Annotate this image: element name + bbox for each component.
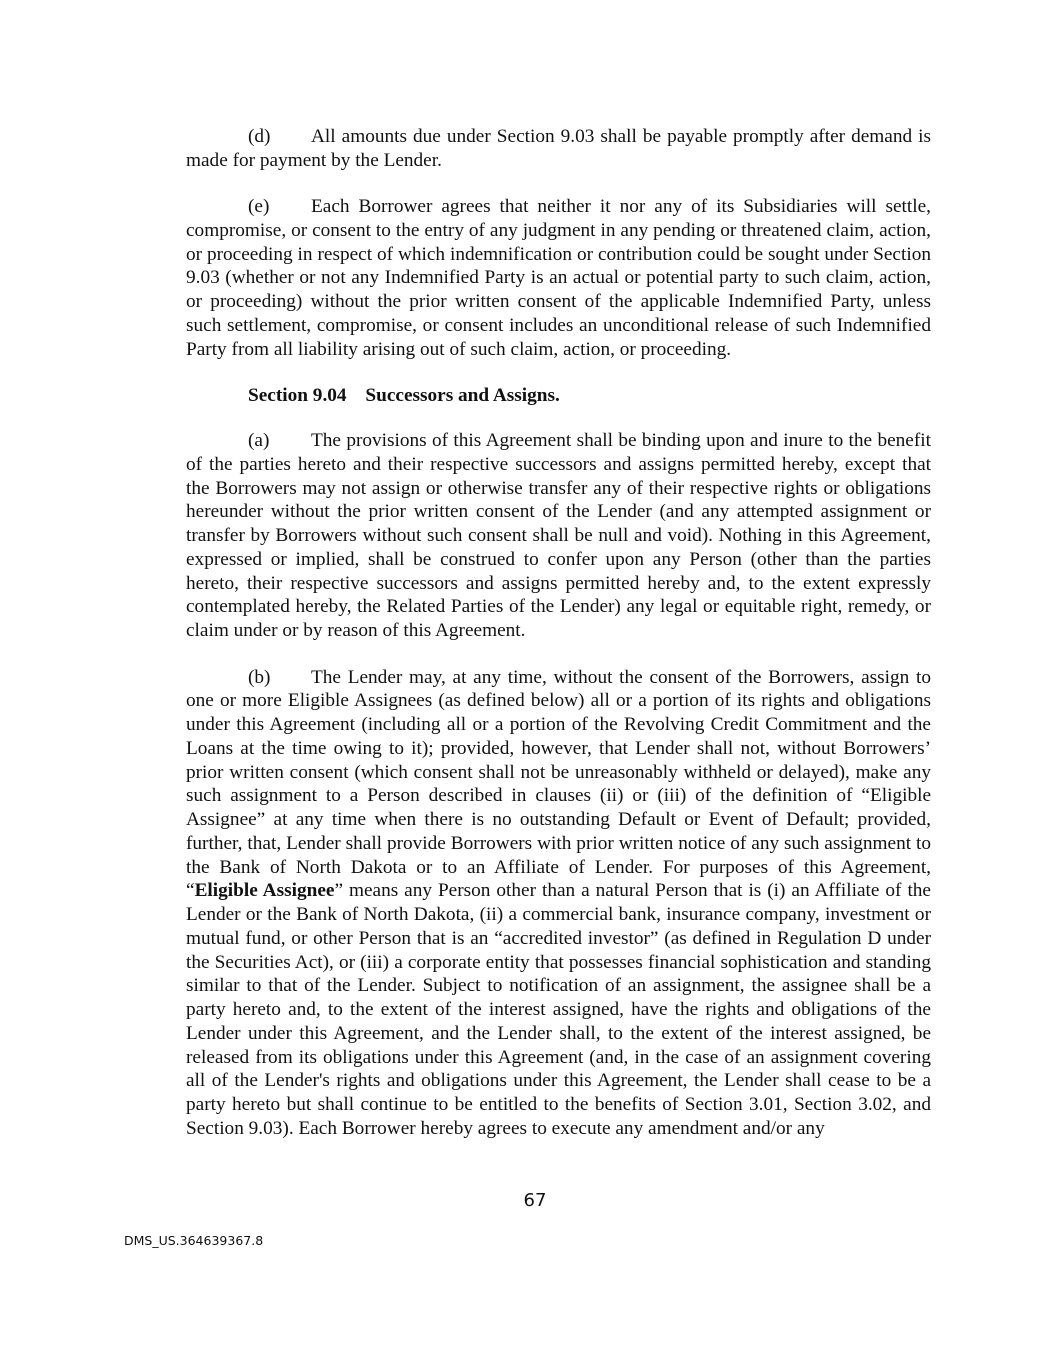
paragraph-label: (d) xyxy=(248,126,271,147)
paragraph-d xyxy=(186,125,931,173)
paragraph-text: All amounts due under Section 9.03 shall be payable promptly after demand is made for payment by the Lender. xyxy=(186,126,931,171)
paragraph-e xyxy=(186,195,931,361)
paragraph-text: The provisions of this Agreement shall be binding upon and inure to the benefit of the parties hereto and their respective successors and assigns permitted hereby, except that the Borrowers may not assign or otherwise transfer any of their respective rights or obligations hereunder without the prior written consent of the Lender (and any attempted assignment or transfer by Borrowers without such consent shall be null and void). Nothing in this Agreement, expressed or implied, shall be construed to confer upon any Person (other than the parties hereto, their respective successors and assigns permitted hereby and, to the extent expressly contemplated hereby, the Related Parties of the Lender) any legal or equitable right, remedy, or claim under or by reason of this Agreement. xyxy=(186,430,931,642)
defined-term: Eligible Assignee xyxy=(194,880,335,902)
paragraph-text: Each Borrower agrees that neither it nor any of its Subsidiaries will settle, compromise, or consent to the entry of any judgment in any pending or threatened claim, action, or proceeding in respect of which indemnification or contribution could be sought under Section 9.03 (whether or not any Indemnified Party is an actual or potential party to such claim, action, or proceeding) without the prior written consent of the applicable Indemnified Party, unless such settlement, compromise, or consent includes an unconditional release of such Indemnified Party from all liability arising out of such claim, action, or proceeding. xyxy=(186,196,931,360)
section-heading xyxy=(186,384,931,408)
section-title: Successors and Assigns. xyxy=(365,384,560,406)
paragraph-a xyxy=(186,429,931,643)
page-number: 67 xyxy=(523,1190,547,1211)
document-body xyxy=(186,125,931,1163)
section-number: Section 9.04 xyxy=(248,384,347,406)
paragraph-label: (a) xyxy=(248,430,270,452)
paragraph-label: (b) xyxy=(248,666,271,688)
document-id: DMS_US.364639367.8 xyxy=(124,1233,264,1248)
paragraph-b xyxy=(186,666,931,1141)
paragraph-label: (e) xyxy=(248,196,270,218)
paragraph-text: The Lender may, at any time, without the consent of the Borrowers, assign to one or more Eligible Assignees (as defined below) all or a portion of its rights and obligations under this Agreement (including all or a portion of the Revolving Credit Commitment and the Loans at the time owing to it); provided, however, that Lender shall not, without Borrowers’ prior written consent (which consent shall not be unreasonably withheld or delayed), make any such assignment to a Person described in clauses (ii) or (iii) of the definition of “Eligible Assignee” at any time when there is no outstanding Default or Event of Default; provided, further, that, Lender shall provide Borrowers with prior written notice of any such assignment to the Bank of North Dakota or to an Affiliate of Lender. For purposes of this Agreement, “ xyxy=(186,666,931,902)
paragraph-text: ” means any Person other than a natural Person that is (i) an Affiliate of the Lender or the Bank of North Dakota, (ii) a commercial bank, insurance company, investment or mutual fund, or other Person that is an “accredited investor” (as defined in Regulation D under the Securities Act), or (iii) a corporate entity that possesses financial sophistication and standing similar to that of the Lender. Subject to notification of an assignment, the assignee shall be a party hereto and, to the extent of the interest assigned, have the rights and obligations of the Lender under this Agreement, and the Lender shall, to the extent of the interest assigned, be released from its obligations under this Agreement (and, in the case of an assignment covering all of the Lender's rights and obligations under this Agreement, the Lender shall cease to be a party hereto but shall continue to be entitled to the benefits of Section 3.01, Section 3.02, and Section 9.03). Each Borrower hereby agrees to execute any amendment and/or any xyxy=(186,880,931,1139)
